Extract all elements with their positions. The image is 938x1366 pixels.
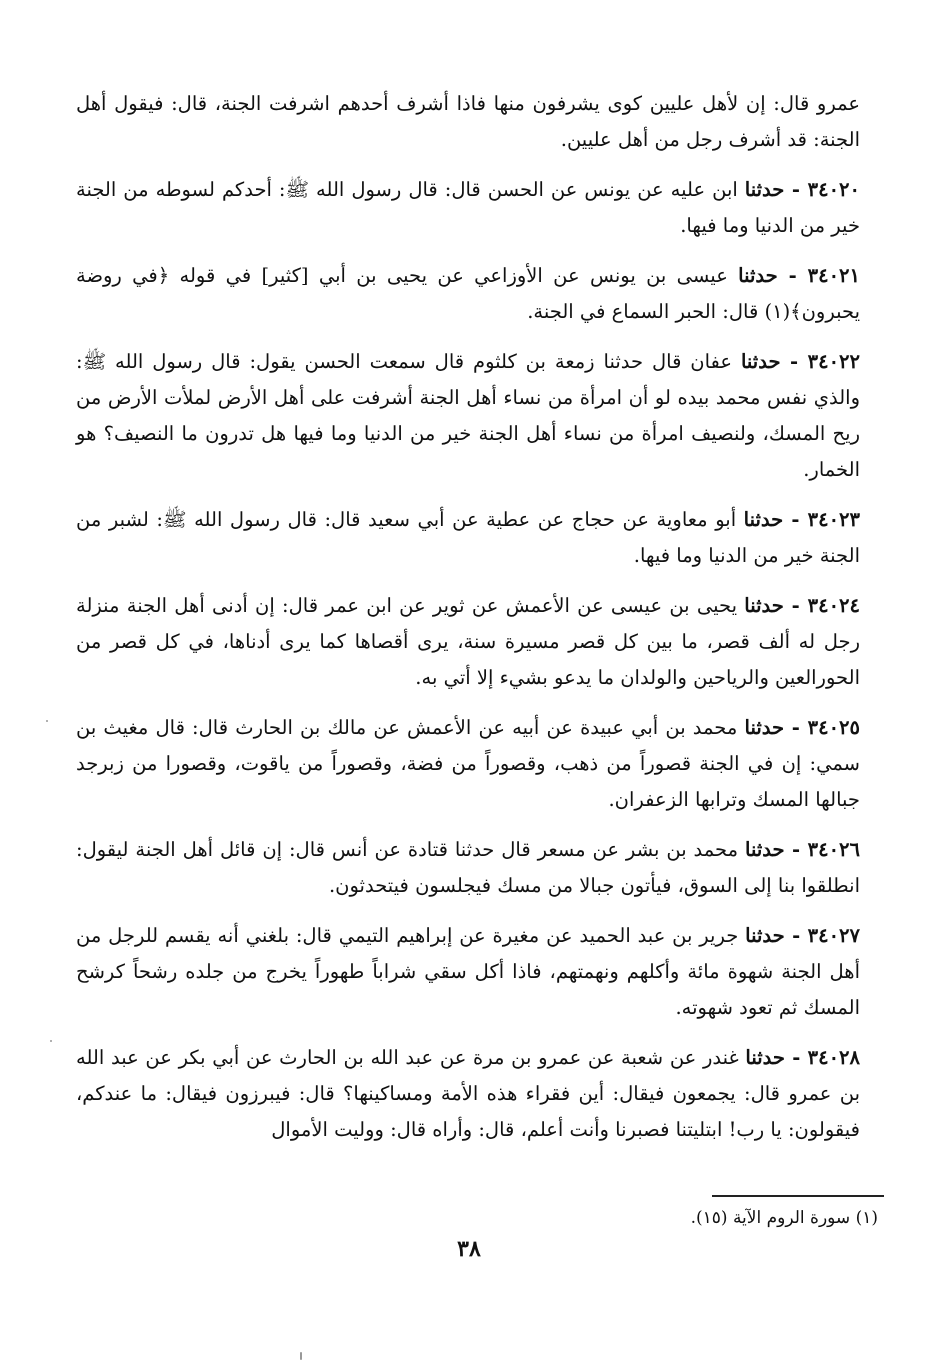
footnote: (١) سورة الروم الآية (١٥). [690, 1208, 878, 1228]
hadith-number: ٣٤٠٢٠ [807, 178, 860, 201]
hadith-number: ٣٤٠٢٦ [807, 838, 860, 861]
hadith-34028 [76, 1040, 860, 1148]
hadith-34023 [76, 502, 860, 574]
hadith-lead: - حدثنا [743, 508, 808, 531]
page-number: ٣٨ [457, 1236, 481, 1262]
hadith-number: ٣٤٠٢٢ [807, 350, 860, 373]
main-text [76, 86, 860, 1162]
hadith-34026 [76, 832, 860, 904]
hadith-number: ٣٤٠٢١ [807, 264, 860, 287]
footnote-divider [712, 1195, 884, 1197]
hadith-text: يحيى بن عيسى عن الأعمش عن ثوير عن ابن عمر قال: إن أدنى أهل الجنة منزلة رجل له ألف قصر، ما بين كل قصر مسيرة سنة، يرى أقصاها كما يرى أدناها، في كل قصر من الحورالعين والرياحين والولدان ما يدعو بشيء إلا أتي به. [76, 594, 860, 689]
hadith-text: غندر عن شعبة عن عمرو بن مرة عن عبد الله بن الحارث عن أبي بكر عن عبد الله بن عمرو قال: يجمعون فيقال: أين فقراء هذه الأمة ومساكينها؟ قال: فيبرزون فيقال: ما عندكم، فيقولون: يا رب! ابتليتنا فصبرنا وأنت أعلم، قال: وأراه قال: ووليت الأموال [76, 1046, 860, 1141]
scan-speck [50, 1040, 52, 1042]
hadith-lead: - حدثنا [738, 264, 808, 287]
hadith-34027 [76, 918, 860, 1026]
hadith-number: ٣٤٠٢٤ [807, 594, 860, 617]
hadith-34020 [76, 172, 860, 244]
hadith-number: ٣٤٠٢٣ [807, 508, 860, 531]
scan-speck [300, 1352, 302, 1360]
hadith-text: عيسى بن يونس عن الأوزاعي عن يحيى بن أبي [كثير] في قوله ﴿في روضة يحبرون﴾(١) قال: الحبر السماع في الجنة. [76, 264, 860, 323]
hadith-34024 [76, 588, 860, 696]
paragraph-continuation [76, 86, 860, 158]
hadith-lead: - حدثنا [745, 838, 808, 861]
hadith-34025 [76, 710, 860, 818]
scan-speck [46, 720, 48, 722]
hadith-text: أبو معاوية عن حجاج عن عطية عن أبي سعيد قال: قال رسول الله ﷺ: لشبر من الجنة خير من الدنيا وما فيها. [76, 508, 860, 567]
hadith-number: ٣٤٠٢٥ [807, 716, 861, 739]
hadith-text: عفان قال حدثنا زمعة بن كلثوم قال سمعت الحسن يقول: قال رسول الله ﷺ: والذي نفس محمد بيده لو أن امرأة من نساء أهل الجنة أشرفت على أهل الأرض لملأت الأرض من ريح المسك، ولنصيف امرأة من نساء أهل الجنة خير من الدنيا وما فيها هل تدرون ما النصيف؟ هو الخمار. [76, 350, 860, 481]
hadith-lead: - حدثنا [744, 594, 808, 617]
paragraph-text: عمرو قال: إن لأهل عليين كوى يشرفون منها فاذا أشرف أحدهم اشرفت الجنة، قال: فيقول أهل الجنة: قد أشرف رجل من أهل عليين. [76, 92, 860, 151]
hadith-34022 [76, 344, 860, 488]
hadith-text: جرير بن عبد الحميد عن مغيرة عن إبراهيم التيمي قال: بلغني أنه يقسم للرجل من أهل الجنة شهوة مائة وأكلهم ونهمتهم، فاذا أكل سقي شراباً طهوراً يخرج من جلده رشحاً كرشح المسك ثم تعود شهوته. [76, 924, 860, 1019]
hadith-lead: - حدثنا [745, 924, 808, 947]
hadith-text: محمد بن أبي عبيدة عن أبيه عن الأعمش عن مالك بن الحارث قال: قال مغيث بن سمي: إن في الجنة قصوراً من ذهب، وقصوراً من فضة، وقصوراً من ياقوت، وقصورا من زبرجد جبالها المسك وترابها الزعفران. [76, 716, 860, 811]
hadith-lead: - حدثنا [744, 178, 808, 201]
hadith-lead: - حدثنا [740, 350, 808, 373]
hadith-lead: - حدثنا [745, 1046, 808, 1069]
hadith-lead: - حدثنا [744, 716, 808, 739]
hadith-number: ٣٤٠٢٨ [807, 1046, 860, 1069]
hadith-34021 [76, 258, 860, 330]
hadith-text: ابن عليه عن يونس عن الحسن قال: قال رسول الله ﷺ: أحدكم لسوطه من الجنة خير من الدنيا وما فيها. [76, 178, 860, 237]
hadith-text: محمد بن بشر عن مسعر قال حدثنا قتادة عن أنس قال: إن قائل أهل الجنة ليقول: انطلقوا بنا إلى السوق، فيأتون جبالا من مسك فيجلسون فيتحدثون. [76, 838, 860, 897]
hadith-number: ٣٤٠٢٧ [807, 924, 860, 947]
